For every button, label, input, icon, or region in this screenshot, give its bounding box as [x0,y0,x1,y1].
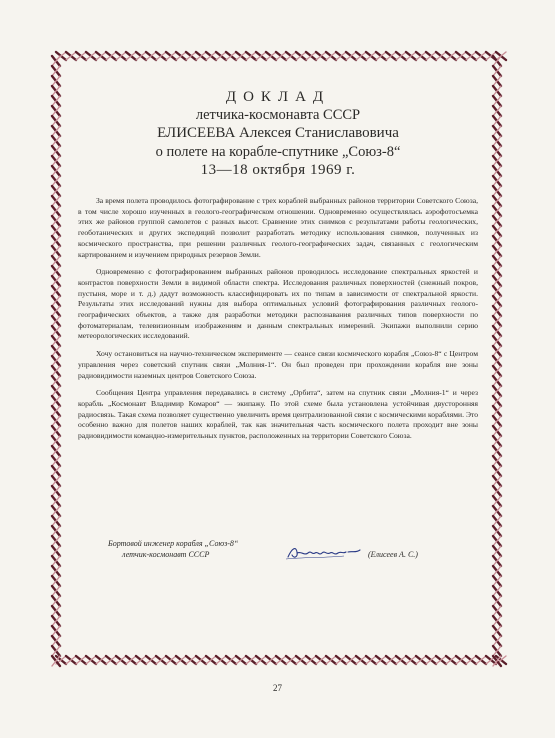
handwritten-signature [284,542,364,564]
heading-report-word: ДОКЛАД [225,89,331,105]
signer-role-line2: летчик-космонавт СССР [122,550,210,559]
report-heading [78,88,478,180]
document-content [78,88,478,449]
heading-cosmonaut-name: ЕЛИСЕЕВА Алексея Станиславовича [157,125,399,141]
heading-flight-subject: о полете на корабле-спутнике „Союз-8“ [155,144,401,160]
paragraph: Сообщения Центра управления передавались в систему „Орбита“, затем на спутник связи „Молния-1“ и через корабль „Космонавт Владимир Комаров“ — экипажу. По этой схеме была установлена устойчивая двусторонняя радиосвязь. Такая схема позволяет существенно увеличить время централизованной связи с космическими кораблями. Это особенно важно для полетов наших кораблей, так как значительная часть космического полета проходит вне зоны радиовидимости командно-измерительных пунктов, расположенных на территории Советского Союза. [78,388,478,441]
report-body [78,196,478,442]
signer-name: (Елисеев А. С.) [368,550,418,559]
paragraph: Одновременно с фотографированием выбранных районов проводилось исследование спектральных яркостей и контрастов поверхности Земли в видимой области спектра. Исследования различных поверхностей (снежный покров, пустыня, море и т. д.) дадут возможность классифицировать их по типам в зависимости от спектральной яркости. Результаты этих исследований нужны для выбора оптимальных условий фотографирования различных геолого-географических объектов, а также для разработки методики распознавания различных типов поверхности по фотоматериалам, телевизионным изображениям и данным спектральных измерений. Экипажи выполнили серию метеорологических исследований. [78,267,478,341]
heading-flight-dates: 13—18 октября 1969 г. [200,162,356,178]
signer-role-line1: Бортовой инженер корабля „Союз-8“ [108,539,239,548]
page-number: 27 [273,683,282,693]
paragraph: Хочу остановиться на научно-техническом эксперименте — сеансе связи космического корабля „Союз-8“ с Центром управления через советский спутник связи „Молния-1“. Он был проведен при прохождении корабля вне зоны радиовидимости наземных центров Советского Союза. [78,349,478,380]
heading-cosmonaut-rank: летчика-космонавта СССР [195,107,361,123]
paragraph: За время полета проводилось фотографирование с трех кораблей выбранных районов территории Советского Союза, в том числе хорошо изученных в геолого-географическом отношении. Одновременно осуществлялась аэрофотосъемка этих же районов группой самолетов с разных высот. Сравнение этих снимков с результатами работы геологических, геоботанических и других экспедиций позволит разработать методику использования снимков, полученных из космического пространства, при решении различных геолого-географических задач, связанных с геологическим картированием и изучением природных резервов Земли. [78,196,478,259]
